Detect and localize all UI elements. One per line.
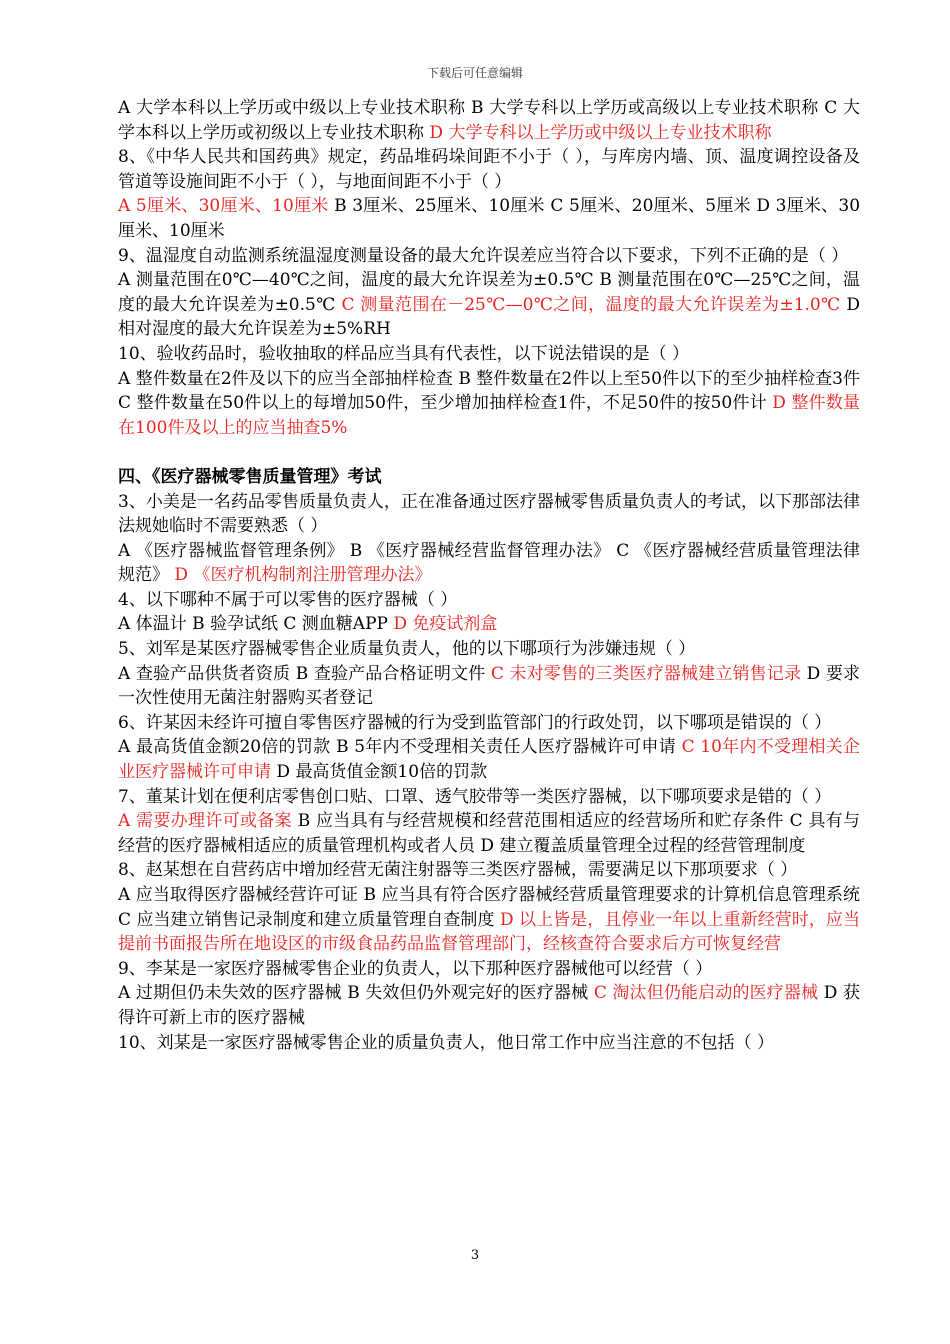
paragraph <box>118 809 860 858</box>
page-number: 3 <box>470 1248 480 1263</box>
paragraph <box>118 194 860 243</box>
answer-highlight: D 免疫试剂盒 <box>393 614 498 635</box>
paragraph <box>118 367 860 441</box>
answer-highlight: D 《医疗机构制剂注册管理办法》 <box>174 565 432 586</box>
answer-highlight: C 测量范围在－25℃—0℃之间，温度的最大允许误差为±1.0℃ <box>341 294 841 315</box>
section-heading <box>118 465 860 490</box>
text-run: 3、小美是一名药品零售质量负责人，正在准备通过医疗器械零售质量负责人的考试，以下那部法律法规她临时不需要熟悉（ ） <box>118 491 860 537</box>
text-run: A 最高货值金额20倍的罚款 B 5年内不受理相关责任人医疗器械许可申请 <box>118 737 682 758</box>
text-run: D 要求一次性使用无菌注射器购买者登记 <box>118 663 860 709</box>
page-header: 下载后可任意编辑 <box>426 66 523 80</box>
paragraph <box>118 342 860 367</box>
text-run: A 测量范围在0℃—40℃之间，温度的最大允许误差为±0.5℃ B 测量范围在0℃—25℃之间，温度的最大允许误差为±0.5℃ <box>118 270 860 315</box>
paragraph <box>118 145 860 194</box>
answer-highlight: C 10年内不受理相关企业医疗器械许可申请 <box>118 737 860 783</box>
text-run: D 最高货值金额10倍的罚款 <box>271 762 488 783</box>
text-run: 4、以下哪种不属于可以零售的医疗器械（ ） <box>118 589 458 610</box>
paragraph <box>118 268 860 342</box>
answer-highlight: A 5厘米、30厘米、10厘米 <box>118 196 329 217</box>
text-run: 8、《中华人民共和国药典》规定，药品堆码垛间距不小于（ ），与库房内墙、顶、温度调控设备及管道等设施间距不小于（ ），与地面间距不小于（ ） <box>118 147 860 192</box>
text-run: 9、温湿度自动监测系统温湿度测量设备的最大允许误差应当符合以下要求，下列不正确的是（ ） <box>118 245 849 266</box>
paragraph <box>118 96 860 145</box>
paragraph <box>118 735 860 784</box>
text-run: D 相对湿度的最大允许误差为±5%RH <box>118 294 860 340</box>
paragraph <box>118 858 860 883</box>
answer-highlight: A 需要办理许可或备案 <box>118 811 292 832</box>
paragraph <box>118 637 860 662</box>
paragraph <box>118 957 860 982</box>
text-run: A 大学本科以上学历或中级以上专业技术职称 B 大学专科以上学历或高级以上专业技术职称 C 大学本科以上学历或初级以上专业技术职称 <box>118 98 860 143</box>
text-run: A 查验产品供货者资质 B 查验产品合格证明文件 <box>118 663 491 684</box>
text-run: 7、董某计划在便利店零售创口贴、口罩、透气胶带等一类医疗器械，以下哪项要求是错的（ ） <box>118 786 832 807</box>
paragraph <box>118 981 860 1030</box>
text-run: A 《医疗器械监督管理条例》 B 《医疗器械经营监督管理办法》 C 《医疗器械经营质量管理法律规范》 <box>118 540 860 586</box>
text-run: 10、验收药品时，验收抽取的样品应当具有代表性，以下说法错误的是（ ） <box>118 343 690 364</box>
document-body <box>118 96 860 1055</box>
text-run: B 应当具有与经营规模和经营范围相适应的经营场所和贮存条件 C 具有与经营的医疗器械相适应的质量管理机构或者人员 D 建立覆盖质量管理全过程的经营管理制度 <box>118 811 860 856</box>
answer-highlight: D 大学专科以上学历或中级以上专业技术职称 <box>429 122 772 143</box>
paragraph <box>118 662 860 711</box>
text-run: 8、赵某想在自营药店中增加经营无菌注射器等三类医疗器械，需要满足以下那项要求（ ） <box>118 860 798 881</box>
answer-highlight: D 以上皆是，且停业一年以上重新经营时，应当提前书面报告所在地设区的市级食品药品监督管理部门，经核查符合要求后方可恢复经营 <box>118 909 860 955</box>
paragraph <box>118 539 860 588</box>
answer-highlight: D 整件数量在100件及以上的应当抽查5% <box>118 393 860 438</box>
text-run: A 整件数量在2件及以下的应当全部抽样检查 B 整件数量在2件以上至50件以下的至少抽样检查3件 C 整件数量在50件以上的每增加50件，至少增加抽样检查1件，不足50件的按50件计 <box>118 368 860 414</box>
text-run: 6、许某因未经许可擅自零售医疗器械的行为受到监管部门的行政处罚，以下哪项是错误的（ ） <box>118 712 832 733</box>
text-run: B 3厘米、25厘米、10厘米 C 5厘米、20厘米、5厘米 D 3厘米、30厘米、10厘米 <box>118 196 861 241</box>
text-run: A 过期但仍未失效的医疗器械 B 失效但仍外观完好的医疗器械 <box>118 983 594 1004</box>
paragraph <box>118 588 860 613</box>
answer-highlight: C 未对零售的三类医疗器械建立销售记录 <box>490 663 802 684</box>
answer-highlight: C 淘汰但仍能启动的医疗器械 <box>593 983 819 1004</box>
text-run: 10、刘某是一家医疗器械零售企业的质量负责人，他日常工作中应当注意的不包括（ ） <box>118 1032 775 1053</box>
text-run: 四、《医疗器械零售质量管理》考试 <box>118 466 382 487</box>
paragraph <box>118 711 860 736</box>
paragraph <box>118 883 860 957</box>
paragraph <box>118 244 860 269</box>
text-run: 5、刘军是某医疗器械零售企业质量负责人，他的以下哪项行为涉嫌违规（ ） <box>118 639 696 660</box>
text-run: A 体温计 B 验孕试纸 C 测血糖APP <box>118 614 394 635</box>
text-run: A 应当取得医疗器械经营许可证 B 应当具有符合医疗器械经营质量管理要求的计算机信息管理系统 C 应当建立销售记录制度和建立质量管理自查制度 <box>118 885 860 930</box>
paragraph <box>118 612 860 637</box>
text-run: D 获得许可新上市的医疗器械 <box>118 983 860 1028</box>
paragraph <box>118 1031 860 1056</box>
paragraph <box>118 490 860 539</box>
text-run: 9、李某是一家医疗器械零售企业的负责人，以下那种医疗器械他可以经营（ ） <box>118 958 713 979</box>
paragraph <box>118 785 860 810</box>
